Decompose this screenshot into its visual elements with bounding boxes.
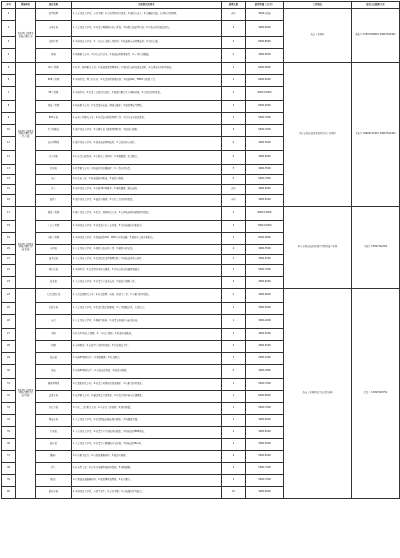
job-title: 化验员 bbox=[36, 165, 72, 175]
salary: 4000-6000 bbox=[246, 289, 284, 303]
salary: 3000-4000 bbox=[246, 315, 284, 329]
job-description: 1.人力资源相关专业；2.负责招聘、培训、绩效等工作；3.有相关经验优先。 bbox=[72, 289, 222, 303]
hire-count: 1 bbox=[222, 403, 246, 415]
job-title: 仓库管理员 bbox=[36, 137, 72, 151]
job-description: 1.初中及以上学历；2.年龄18-45周岁；3.身体健康，服从安排。 bbox=[72, 185, 222, 195]
job-title: 财务 bbox=[36, 49, 72, 63]
job-title: 实验员 bbox=[36, 245, 72, 255]
salary: 7000-10000 bbox=[246, 221, 284, 233]
job-description: 1.审计、会计相关专业；2.有审计工作经验；3.原则性强。 bbox=[72, 403, 222, 415]
row-number: 38 bbox=[2, 463, 16, 475]
job-description: 1.本科及以上学历；2.熟练操作ICP、XRD等分析仪器；3.能独立完成分析报告。 bbox=[72, 233, 222, 245]
work-location: 西宁市经济技术开发区甘河工业园区 bbox=[284, 63, 352, 207]
job-title: EHS专员 bbox=[36, 113, 72, 125]
salary: 5000-6500 bbox=[246, 451, 284, 463]
job-title: 统计员 bbox=[36, 439, 72, 451]
row-number: 9 bbox=[2, 113, 16, 125]
job-description: 1.大专及以上学历；2.负责生产计划编制与跟踪；3.熟练使用ERP系统。 bbox=[72, 427, 222, 439]
job-description: 1.本科及以上学历；2.负责新产品工艺开发；3.具备较强的分析能力。 bbox=[72, 221, 222, 233]
job-title: 电工 bbox=[36, 175, 72, 185]
hire-count: 2 bbox=[222, 63, 246, 75]
row-number: 28 bbox=[2, 341, 16, 353]
salary: 4500-6000 bbox=[246, 151, 284, 165]
hire-count: 2 bbox=[222, 303, 246, 315]
unit-name: 青海恒信融锂业科技有限公司（技术部） bbox=[16, 207, 36, 289]
salary: 4000-5500 bbox=[246, 165, 284, 175]
job-title: 维修工 bbox=[36, 451, 72, 463]
job-title: 审计专员 bbox=[36, 403, 72, 415]
header-row bbox=[2, 2, 400, 9]
hire-count: 若干 bbox=[222, 185, 246, 195]
hire-count: 2 bbox=[222, 49, 246, 63]
job-title: 管道工 bbox=[36, 475, 72, 487]
contact-info: 张先生 15597300845 18997162401 bbox=[352, 9, 400, 63]
job-description: 1.大专及以上学历；2.负责生产数据统计与报表；3.熟练使用Excel。 bbox=[72, 439, 222, 451]
row-number: 7 bbox=[2, 87, 16, 101]
job-title: 行政专员 bbox=[36, 303, 72, 315]
job-description: 1.大专及以上学历；2.负责生产技术支持；3.能适应现场工作。 bbox=[72, 277, 222, 289]
table-row bbox=[2, 289, 400, 303]
job-title: 储备干部 bbox=[36, 487, 72, 499]
job-title: 焊工 bbox=[36, 463, 72, 475]
job-description: 1.化学相关专业；2.熟悉化验仪器操作；3.工作认真负责。 bbox=[72, 165, 222, 175]
hire-count: 4 bbox=[222, 277, 246, 289]
job-title: 人力资源专员 bbox=[36, 289, 72, 303]
job-description: 1.高中及以上学历；2.熟悉仓储管理流程；3.会使用办公软件。 bbox=[72, 137, 222, 151]
hire-count: 4 bbox=[222, 365, 246, 379]
job-description: 1.本科及以上学历，应届毕业生；2.专业不限；3.有较强的学习能力。 bbox=[72, 487, 222, 499]
unit-name: 青海恒信融锂业科技有限公司（生产部） bbox=[16, 63, 36, 207]
table-row bbox=[2, 207, 400, 221]
salary: 6000-8000 bbox=[246, 391, 284, 403]
row-number: 16 bbox=[2, 195, 16, 207]
salary: 5500-7500 bbox=[246, 463, 284, 475]
row-number: 26 bbox=[2, 315, 16, 329]
job-description: 1.持有叉车操作证；2.有相关工作经验；3.身体健康，吃苦耐劳。 bbox=[72, 151, 222, 165]
hire-count: 4 bbox=[222, 451, 246, 463]
job-title: 技术文员 bbox=[36, 255, 72, 265]
row-number: 35 bbox=[2, 427, 16, 439]
hire-count: 10 bbox=[222, 487, 246, 499]
column-header: 工作地点 bbox=[284, 2, 352, 9]
job-description: 1.大专及以上学历；2.负责市场调研与客户开发；3.协助完成销售目标；4.具备良好的表达能力。 bbox=[72, 21, 222, 37]
job-title: 计划员 bbox=[36, 427, 72, 439]
hire-count: 1 bbox=[222, 391, 246, 403]
job-title: 工艺工程师 bbox=[36, 221, 72, 233]
hire-count: 4 bbox=[222, 137, 246, 151]
hire-count: 3 bbox=[222, 475, 246, 487]
salary: 3500-5000 bbox=[246, 303, 284, 315]
hire-count: 2 bbox=[222, 439, 246, 451]
hire-count: 2 bbox=[222, 265, 246, 277]
row-number: 30 bbox=[2, 365, 16, 379]
salary: 6000-9000 bbox=[246, 233, 284, 245]
hire-count: 1 bbox=[222, 255, 246, 265]
job-title: 厨师 bbox=[36, 341, 72, 353]
row-number: 15 bbox=[2, 185, 16, 195]
work-location: 海东工业园区临空综合经济园 bbox=[284, 289, 352, 499]
row-number: 27 bbox=[2, 329, 16, 341]
salary: 4000-6000 bbox=[246, 21, 284, 37]
salary: 3500-4500 bbox=[246, 255, 284, 265]
job-title: 保洁员 bbox=[36, 353, 72, 365]
salary: 6000-8000 bbox=[246, 37, 284, 49]
job-description: 1.有厨师证；2.有食堂工作经验优先；3.注重食品卫生。 bbox=[72, 341, 222, 353]
hire-count: 3 bbox=[222, 87, 246, 101]
row-number: 12 bbox=[2, 151, 16, 165]
hire-count: 4 bbox=[222, 151, 246, 165]
job-title: 市场专员 bbox=[36, 21, 72, 37]
job-description: 1.大专及以上学历；2.协助完成实验工作；3.做好实验记录。 bbox=[72, 245, 222, 255]
job-description: 1.计算机相关专业；2.负责公司网络及设备维护；3.有相关经验优先。 bbox=[72, 379, 222, 391]
row-number: 18 bbox=[2, 221, 16, 233]
salary: 5000-7000 bbox=[246, 475, 284, 487]
hire-count: 3 bbox=[222, 207, 246, 221]
row-number: 40 bbox=[2, 487, 16, 499]
job-description: 1.年龄55周岁以下；2.身体健康；3.吃苦耐劳。 bbox=[72, 353, 222, 365]
job-description: 1.本科学历，理工科专业；2.负责制程质量控制；3.熟悉SPC、FMEA等质量工具。 bbox=[72, 75, 222, 87]
job-description: 1.持有C1及以上驾照；2.三年以上驾龄；3.熟悉本地路况。 bbox=[72, 329, 222, 341]
job-title: 采购主管 bbox=[36, 37, 72, 49]
job-description: 1.大专及以上学历；2.负责技术文件整理归档；3.熟练使用办公软件。 bbox=[72, 255, 222, 265]
table-row bbox=[2, 9, 400, 21]
job-description: 1.本科学历；2.负责项目申报与跟进；3.具备良好的沟通协调能力。 bbox=[72, 265, 222, 277]
hire-count: 3 bbox=[222, 221, 246, 233]
hire-count: 2 bbox=[222, 289, 246, 303]
row-number: 21 bbox=[2, 255, 16, 265]
row-number: 1 bbox=[2, 9, 16, 21]
job-title: 法务专员 bbox=[36, 391, 72, 403]
job-description: 1.持有相关证书；2.有设备维修经验；3.能适应倒班。 bbox=[72, 451, 222, 463]
job-title: 物流专员 bbox=[36, 415, 72, 427]
hire-count: 2 bbox=[222, 113, 246, 125]
row-number: 11 bbox=[2, 137, 16, 151]
row-number: 39 bbox=[2, 475, 16, 487]
job-title: 普工 bbox=[36, 185, 72, 195]
salary: 4500-6000 bbox=[246, 487, 284, 499]
job-title: 叉车司机 bbox=[36, 151, 72, 165]
job-title: PQE工程师 bbox=[36, 75, 72, 87]
job-description: 1.持有焊工证；2.有压力容器焊接经验优先；3.身体健康。 bbox=[72, 463, 222, 475]
job-title: 前台 bbox=[36, 315, 72, 329]
row-number: 23 bbox=[2, 277, 16, 289]
row-number: 29 bbox=[2, 353, 16, 365]
work-location: 西宁市经济技术开发区生物科技产业园 bbox=[284, 207, 352, 289]
job-description: 1.年龄50周岁以下；2.有保安证优先；3.能适应倒班。 bbox=[72, 365, 222, 379]
salary: 3500-5000 bbox=[246, 439, 284, 451]
job-description: 1.高中及以上学历；2.能适应倒班；3.有化工行业经验优先。 bbox=[72, 195, 222, 207]
unit-name: 青海恒信融锂业科技有限公司（运营部） bbox=[16, 289, 36, 499]
table-row bbox=[2, 63, 400, 75]
recruitment-table bbox=[1, 1, 400, 499]
hire-count: 5 bbox=[222, 165, 246, 175]
row-number: 24 bbox=[2, 289, 16, 303]
salary: 4500-6000 bbox=[246, 415, 284, 427]
hire-count: 6 bbox=[222, 125, 246, 137]
row-number: 3 bbox=[2, 37, 16, 49]
salary: 5000-7000 bbox=[246, 113, 284, 125]
salary: 4500-6500 bbox=[246, 49, 284, 63]
salary: 2500-3200 bbox=[246, 353, 284, 365]
job-title: 司机 bbox=[36, 329, 72, 341]
hire-count: 2 bbox=[222, 233, 246, 245]
hire-count: 若干 bbox=[222, 9, 246, 21]
salary: 6000-9000 bbox=[246, 63, 284, 75]
row-number: 14 bbox=[2, 175, 16, 185]
salary: 6000-9000 bbox=[246, 75, 284, 87]
job-description: 1.大专及以上学历；2.形象气质佳；3.负责来访接待与电话转接。 bbox=[72, 315, 222, 329]
column-header: 序号 bbox=[2, 2, 16, 9]
salary: 5000-7000 bbox=[246, 379, 284, 391]
column-header: 岗位名称 bbox=[36, 2, 72, 9]
job-description: 1.机电相关专业；2.负责设备安装、调试与维护；3.能看懂电气图纸。 bbox=[72, 101, 222, 113]
hire-count: 4 bbox=[222, 245, 246, 255]
job-title: 研发工程师 bbox=[36, 207, 72, 221]
job-description: 1.持有电工证；2.熟悉高低压配电；3.能适应倒班。 bbox=[72, 175, 222, 185]
row-number: 22 bbox=[2, 265, 16, 277]
row-number: 2 bbox=[2, 21, 16, 37]
job-title: QC工程师 bbox=[36, 63, 72, 75]
row-number: 37 bbox=[2, 451, 16, 463]
row-number: 5 bbox=[2, 63, 16, 75]
hire-count: 2 bbox=[222, 37, 246, 49]
hire-count: 1 bbox=[222, 379, 246, 391]
row-number: 36 bbox=[2, 439, 16, 451]
row-number: 10 bbox=[2, 125, 16, 137]
job-title: 分析工程师 bbox=[36, 233, 72, 245]
hire-count: 2 bbox=[222, 75, 246, 87]
salary: 4500-6500 bbox=[246, 427, 284, 439]
hire-count: 3 bbox=[222, 353, 246, 365]
job-description: 1.大专及以上学历，专业不限；2.有销售经验者优先；3.能适应出差；4.沟通能力强，有团队合作精神。 bbox=[72, 9, 222, 21]
hire-count: 若干 bbox=[222, 195, 246, 207]
salary: 5000-7000 bbox=[246, 265, 284, 277]
salary: 4000-6000 bbox=[246, 185, 284, 195]
row-number: 8 bbox=[2, 101, 16, 113]
job-title: 设备工程师 bbox=[36, 101, 72, 113]
row-number: 4 bbox=[2, 49, 16, 63]
job-description: 1.本科及以上学历；2.三年以上采购工作经验；3.熟悉供应商管理流程；4.责任心强。 bbox=[72, 37, 222, 49]
table-body bbox=[2, 9, 400, 499]
row-number: 34 bbox=[2, 415, 16, 427]
column-header: 招聘人数 bbox=[222, 2, 246, 9]
job-description: 1.法学相关专业；2.通过司法考试优先；3.负责合同审核与法律事务。 bbox=[72, 391, 222, 403]
work-location: 海东工业园区 bbox=[284, 9, 352, 63]
row-number: 6 bbox=[2, 75, 16, 87]
hire-count: 5 bbox=[222, 21, 246, 37]
hire-count: 3 bbox=[222, 463, 246, 475]
job-title: 保安 bbox=[36, 365, 72, 379]
salary: 4000-5500 bbox=[246, 137, 284, 151]
column-header: 报名人员联系方式 bbox=[352, 2, 400, 9]
salary: 6000-9000 bbox=[246, 101, 284, 113]
job-description: 1.安全工程相关专业；2.负责安全环保管理工作；3.持有安全员证优先。 bbox=[72, 113, 222, 125]
salary: 3000-3800 bbox=[246, 365, 284, 379]
job-title: PE工程师 bbox=[36, 87, 72, 101]
job-title: 技术员 bbox=[36, 277, 72, 289]
hire-count: 2 bbox=[222, 427, 246, 439]
salary: 5000-7000 bbox=[246, 175, 284, 185]
job-description: 1.本科学历；2.负责工艺改进与优化；3.能独立解决生产现场问题；4.有相关经验优先。 bbox=[72, 87, 222, 101]
job-description: 1.大专及以上学历；2.负责行政后勤事务；3.工作细致认真，有责任心。 bbox=[72, 303, 222, 315]
salary: 5000-7000 bbox=[246, 403, 284, 415]
salary: 5000+提成 bbox=[246, 9, 284, 21]
row-number: 31 bbox=[2, 379, 16, 391]
contact-info: 汪女士 13997018752 bbox=[352, 289, 400, 499]
salary: 4000-5500 bbox=[246, 341, 284, 353]
row-number: 17 bbox=[2, 207, 16, 221]
salary: 8000-12000 bbox=[246, 207, 284, 221]
row-number: 25 bbox=[2, 303, 16, 315]
salary: 4500-6000 bbox=[246, 277, 284, 289]
job-description: 1.高中及以上学历；2.有两年以上班组管理经验；3.能适应倒班。 bbox=[72, 125, 222, 137]
salary: 6000-10000 bbox=[246, 87, 284, 101]
hire-count: 4 bbox=[222, 175, 246, 185]
row-number: 20 bbox=[2, 245, 16, 255]
hire-count: 3 bbox=[222, 101, 246, 113]
unit-name: 青海恒信融锂业科技有限公司 bbox=[16, 9, 36, 63]
hire-count: 2 bbox=[222, 329, 246, 341]
hire-count: 1 bbox=[222, 315, 246, 329]
job-title: 生产班组长 bbox=[36, 125, 72, 137]
row-number: 13 bbox=[2, 165, 16, 175]
column-header: 所属单位 bbox=[16, 2, 36, 9]
job-title: 网络管理员 bbox=[36, 379, 72, 391]
salary: 4000-5500 bbox=[246, 245, 284, 255]
hire-count: 2 bbox=[222, 415, 246, 427]
contact-info: 马先生 13997162354 bbox=[352, 207, 400, 289]
job-description: 1.有管道安装维修经验；2.能看懂管道图纸；3.吃苦耐劳。 bbox=[72, 475, 222, 487]
job-title: 销售经理 bbox=[36, 9, 72, 21]
column-header: 岗位职责及要求 bbox=[72, 2, 222, 9]
job-description: 1.化学、材料相关专业；2.熟悉质量管理体系；3.能进行来料及成品检验；4.有锂电行业经验优先。 bbox=[72, 63, 222, 75]
job-description: 1.大专及以上学历；2.负责物流运输安排与跟踪；3.沟通能力强。 bbox=[72, 415, 222, 427]
job-title: 项目专员 bbox=[36, 265, 72, 277]
column-header: 薪资待遇（元/月） bbox=[246, 2, 284, 9]
salary: 4000-5000 bbox=[246, 329, 284, 341]
salary: 4500-6500 bbox=[246, 195, 284, 207]
row-number: 32 bbox=[2, 391, 16, 403]
contact-info: 王先生 18909711897 18997162401 bbox=[352, 63, 400, 207]
hire-count: 2 bbox=[222, 341, 246, 353]
row-number: 19 bbox=[2, 233, 16, 245]
job-description: 1.财务相关专业；2.持有会计证书；3.熟练使用财务软件；4.工作认真细致。 bbox=[72, 49, 222, 63]
salary: 5000-7000 bbox=[246, 125, 284, 137]
row-number: 33 bbox=[2, 403, 16, 415]
job-description: 1.硕士及以上学历；2.化学、材料相关专业；3.有锂电池材料研发经验优先。 bbox=[72, 207, 222, 221]
job-title: 操作工 bbox=[36, 195, 72, 207]
